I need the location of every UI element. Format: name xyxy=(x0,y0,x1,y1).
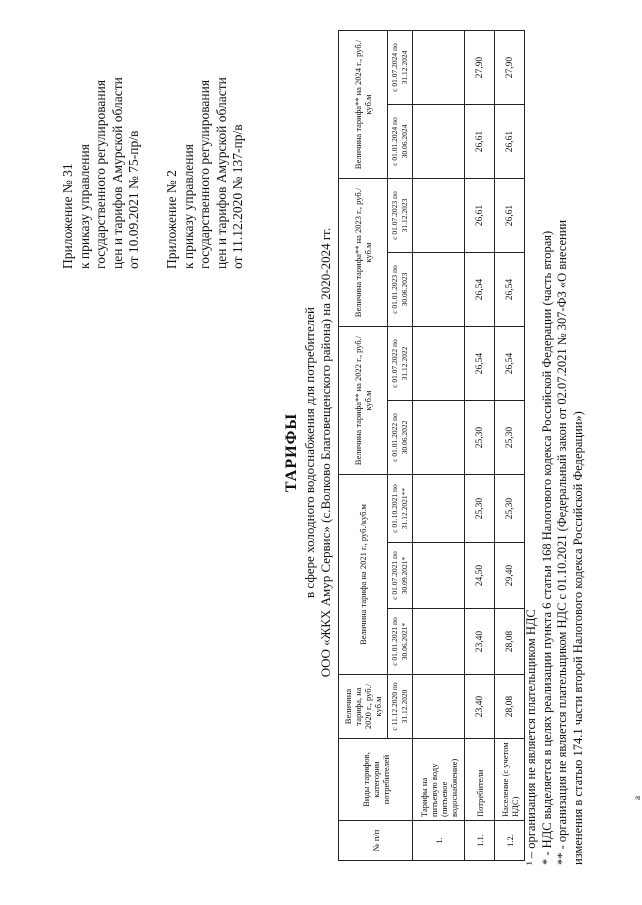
period-cell: с 01.07.2022 по 31.12.2022 xyxy=(388,327,413,401)
value-cell: 26,61 xyxy=(465,179,495,253)
period-cell: с 01.07.2023 по 31.12.2023 xyxy=(388,179,413,253)
value-cell xyxy=(413,401,465,475)
annex-line: от 11.12.2020 № 137-пр/в xyxy=(230,124,245,269)
value-cell: 26,61 xyxy=(495,105,525,179)
header-2021: Величина тарифа на 2021 г., руб./куб.м xyxy=(339,475,388,675)
annex-line: цен и тарифов Амурской области xyxy=(109,77,125,269)
value-cell xyxy=(413,475,465,543)
value-cell: 26,54 xyxy=(495,327,525,401)
value-cell: 26,54 xyxy=(465,327,495,401)
annex-block-1 xyxy=(60,77,143,269)
period-cell: с 01.01.2022 по 30.06.2022 xyxy=(388,401,413,475)
value-cell xyxy=(413,675,465,739)
value-cell: 26,61 xyxy=(465,105,495,179)
header-2024: Величина тарифа** на 2024 г., руб./куб.м xyxy=(339,31,388,179)
value-cell: 28,08 xyxy=(495,609,525,675)
value-cell xyxy=(413,543,465,609)
value-cell xyxy=(413,179,465,253)
value-cell xyxy=(413,253,465,327)
value-cell: 27,90 xyxy=(495,31,525,105)
header-2020: Величина тарифа, на 2020 г., руб./куб.м xyxy=(339,675,388,739)
table-row xyxy=(465,31,495,861)
row-name: Население (с учетом НДС) xyxy=(495,739,525,821)
annex-line: к приказу управления xyxy=(76,144,92,269)
annex-block-2 xyxy=(164,77,247,269)
margin-mark: а xyxy=(632,796,642,800)
row-num: 1.1. xyxy=(465,821,495,861)
period-cell: с 01.07.2024 по 31.12.2024 xyxy=(388,31,413,105)
period-cell: с 01.10.2021 по 31.12.2021** xyxy=(388,475,413,543)
period-cell: с 01.01.2024 по 30.06.2024 xyxy=(388,105,413,179)
header-2023: Величина тарифа** на 2023 г., руб./куб.м xyxy=(339,179,388,327)
row-num: 1. xyxy=(413,821,465,861)
footnote-line: изменения в статью 174.1 части второй Налогового кодекса Российской Федерации») xyxy=(570,411,585,865)
table-header-row xyxy=(339,31,388,861)
value-cell: 27,90 xyxy=(465,31,495,105)
value-cell xyxy=(413,105,465,179)
annex-line: Приложение № 31 xyxy=(60,163,75,269)
row-num: 1.2. xyxy=(495,821,525,861)
table-row xyxy=(495,31,525,861)
annex-line: Приложение № 2 xyxy=(164,170,179,269)
value-cell: 25,30 xyxy=(465,401,495,475)
period-cell: с 11.12.2020 по 31.12.2020 xyxy=(388,675,413,739)
row-name: Потребители xyxy=(465,739,495,821)
value-cell: 23,40 xyxy=(465,675,495,739)
value-cell: 29,40 xyxy=(495,543,525,609)
footnote-line: ¹ – организация не является плательщиком НДС xyxy=(524,609,538,865)
tariff-table xyxy=(338,30,525,861)
annex-line: государственного регулирования xyxy=(197,79,212,269)
document-subtitle-org: ООО «ЖКХ Амур Сервис» (с.Волково Благовещенского района) на 2020-2024 гг. xyxy=(318,227,333,678)
document-subtitle: в сфере холодного водоснабжения для потребителей xyxy=(302,307,317,598)
value-cell xyxy=(413,609,465,675)
row-name: Тарифы на питьевую воду (питьевое водоснабжение) xyxy=(413,739,465,821)
table-period-row xyxy=(388,31,413,861)
table-row xyxy=(413,31,465,861)
footnote-line: * - НДС выделяется в целях реализации пункта 6 статьи 168 Налогового кодекса Российской Федерации (часть вторая) xyxy=(539,230,554,865)
period-cell: с 01.01.2021 по 30.06.2021* xyxy=(388,609,413,675)
value-cell: 25,30 xyxy=(495,475,525,543)
value-cell: 26,54 xyxy=(495,253,525,327)
footnotes xyxy=(524,220,586,865)
value-cell: 26,54 xyxy=(465,253,495,327)
annex-line: цен и тарифов Амурской области xyxy=(213,77,229,269)
value-cell: 25,30 xyxy=(465,475,495,543)
annex-line: к приказу управления xyxy=(180,144,196,269)
value-cell: 28,08 xyxy=(495,675,525,739)
footnote-line: ** - организация не является плательщиком НДС с 01.10.2021 (Федеральный закон от 02.07.2021 № 307-ФЗ «О внесении xyxy=(555,219,569,865)
value-cell: 25,30 xyxy=(495,401,525,475)
annex-line: государственного регулирования xyxy=(93,79,108,269)
period-cell: с 01.01.2023 по 30.06.2023 xyxy=(388,253,413,327)
period-cell: с 01.07.2021 по 30.09.2021* xyxy=(388,543,413,609)
value-cell: 26,61 xyxy=(495,179,525,253)
header-2022: Величина тарифа** на 2022 г., руб./куб.м xyxy=(339,327,388,475)
annex-line: от 10.09.2021 № 75-пр/в xyxy=(126,130,141,269)
header-kinds: Виды тарифов, категории потребителей xyxy=(339,739,413,821)
value-cell xyxy=(413,327,465,401)
value-cell: 24,50 xyxy=(465,543,495,609)
value-cell xyxy=(413,31,465,105)
document-title: ТАРИФЫ xyxy=(283,412,300,493)
value-cell: 23,40 xyxy=(465,609,495,675)
header-num: № п/п xyxy=(339,821,413,861)
